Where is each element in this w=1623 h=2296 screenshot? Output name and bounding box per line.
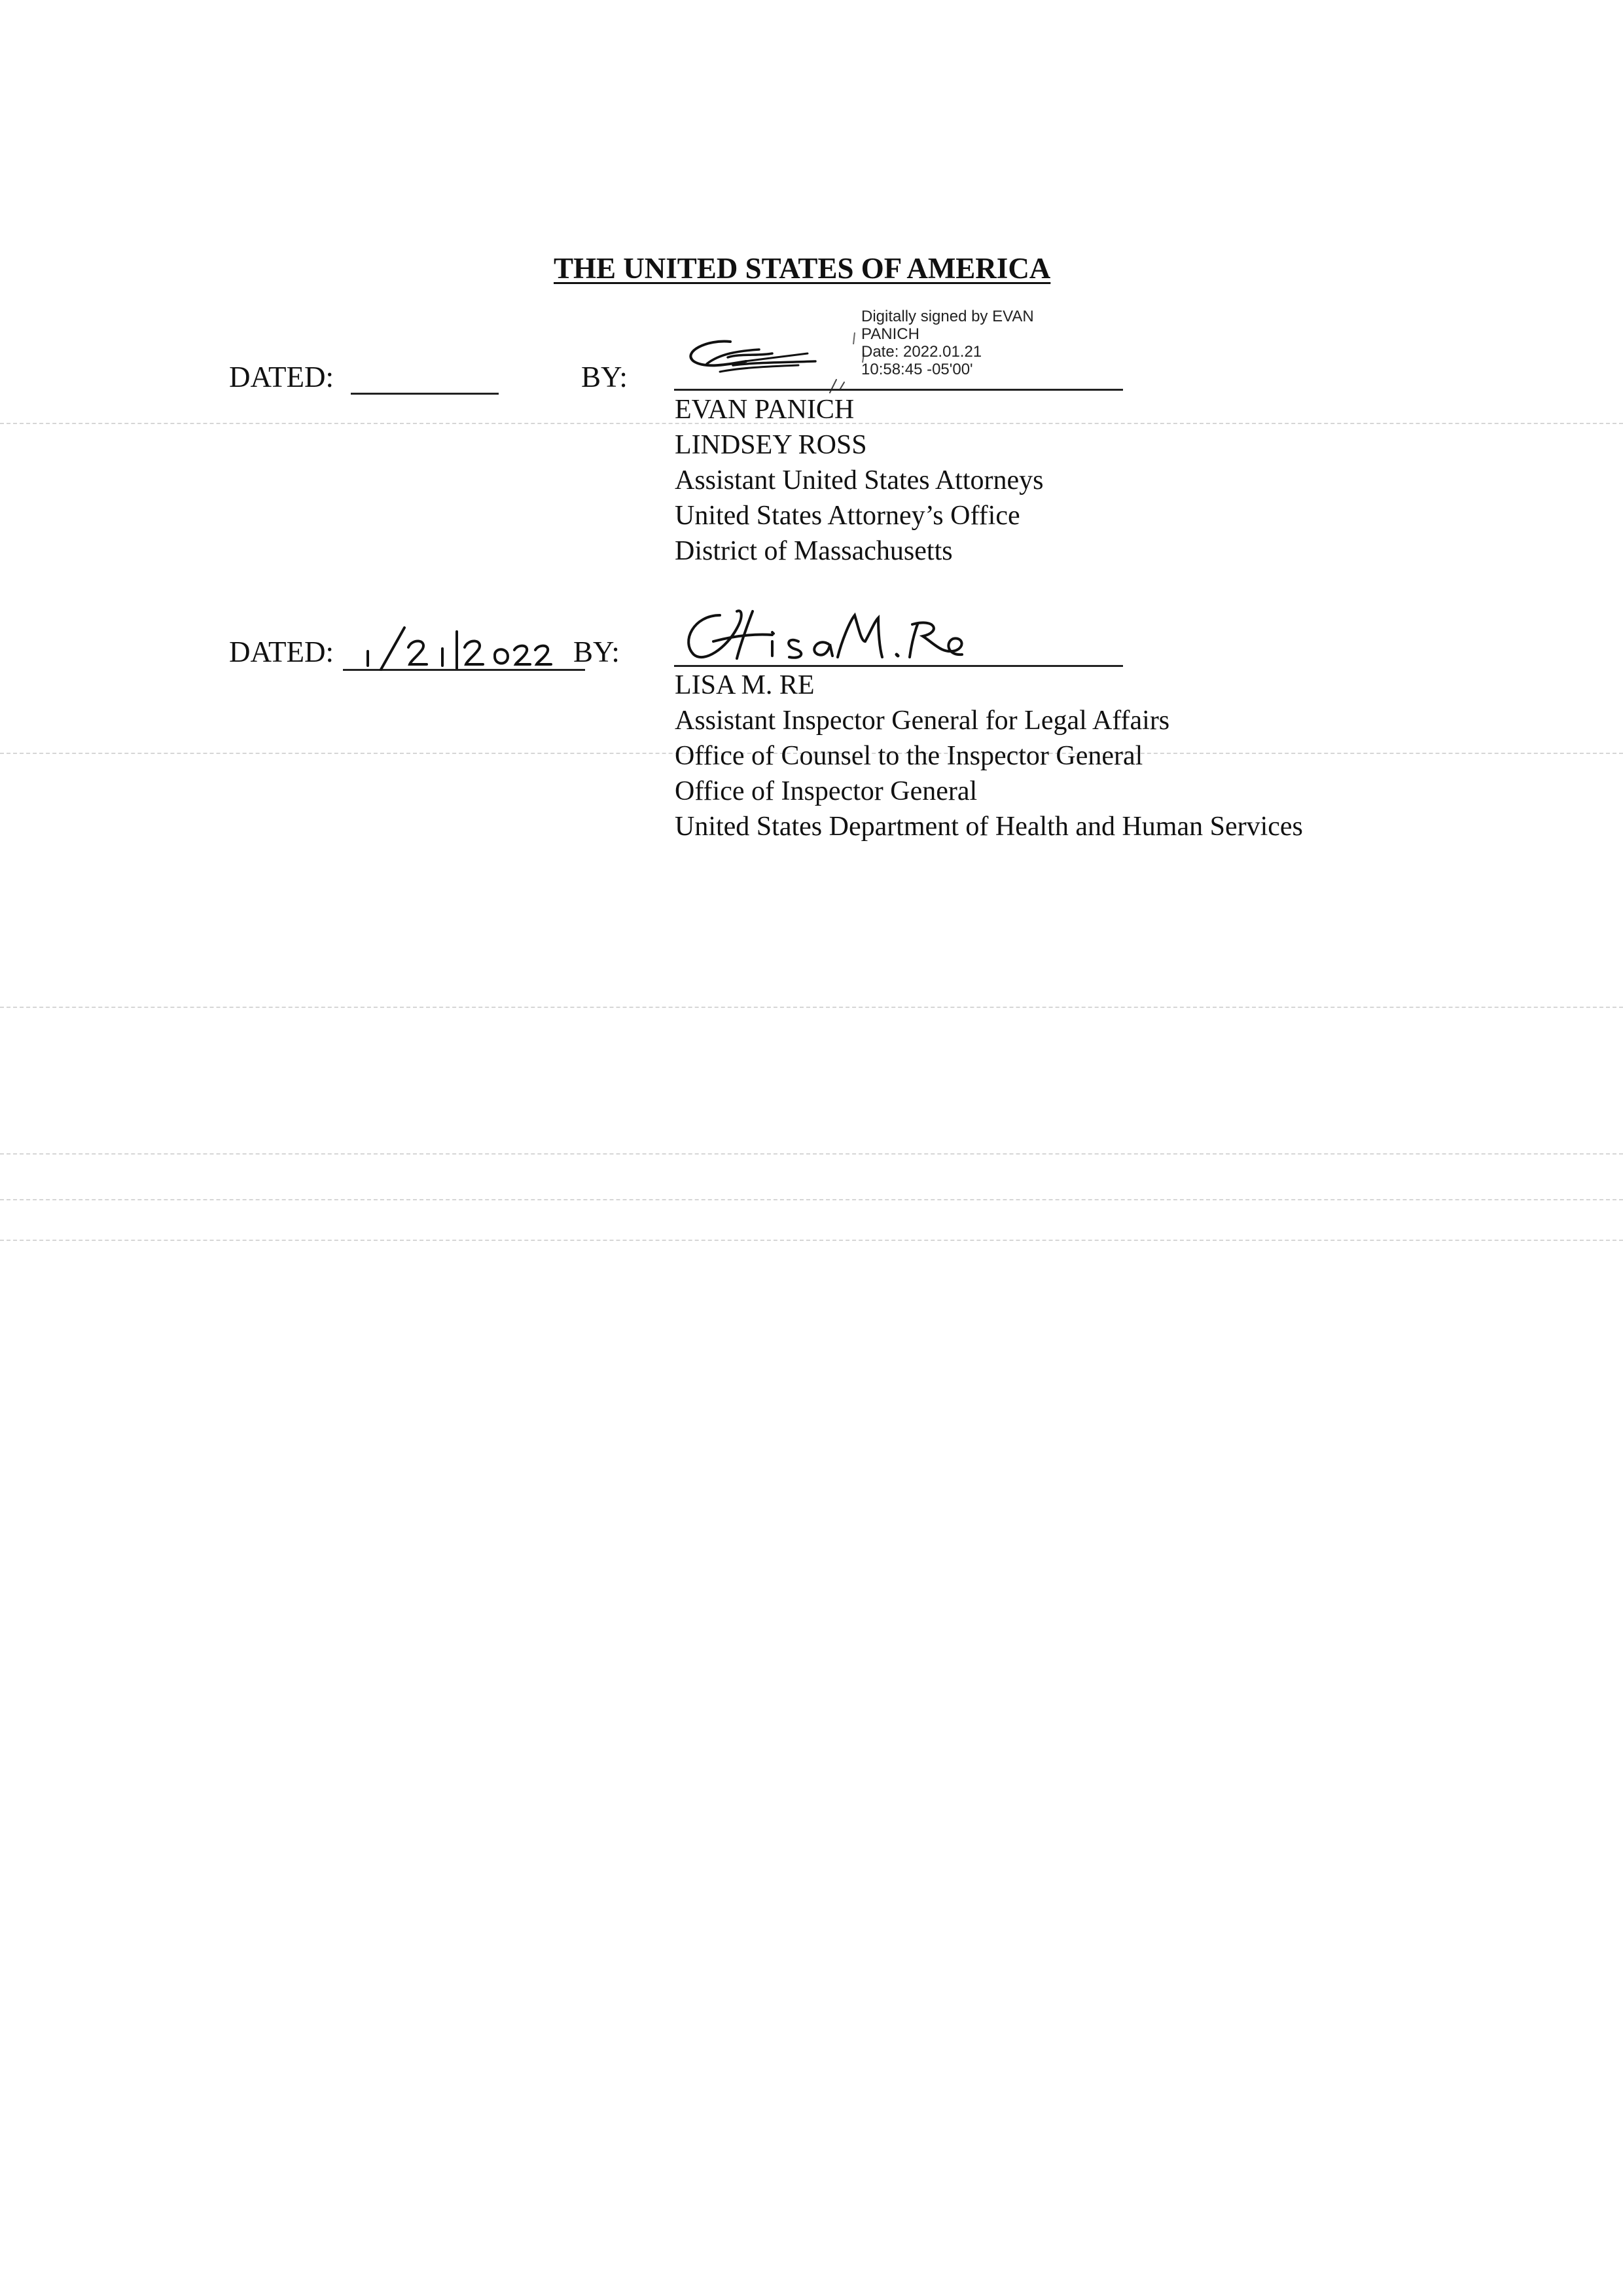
signer-title: Assistant United States Attorneys: [675, 465, 1044, 495]
signer-details: [675, 392, 1043, 569]
scan-artifact-line: [0, 1153, 1623, 1155]
scan-artifact-line: [0, 1007, 1623, 1008]
signature-line: [674, 665, 1123, 667]
handwritten-date: [340, 619, 589, 677]
signer-district: District of Massachusetts: [675, 536, 953, 566]
signature-line: [674, 389, 1123, 391]
scan-artifact-line: [0, 1199, 1623, 1200]
signer-office: Office of Inspector General: [675, 776, 978, 806]
signer-title: Assistant Inspector General for Legal Affairs: [675, 706, 1170, 736]
digital-signature-line: PANICH: [861, 325, 919, 343]
signer-department: United States Department of Health and Human Services: [675, 812, 1303, 842]
dated-label: DATED:: [229, 636, 334, 668]
signer-office: Office of Counsel to the Inspector General: [675, 741, 1143, 771]
handwritten-signature: [674, 596, 1041, 668]
dated-label: DATED:: [229, 361, 334, 393]
digital-signature-line: 10:58:45 -05'00': [861, 361, 973, 378]
signer-office: United States Attorney’s Office: [675, 501, 1020, 531]
scan-artifact-line: [0, 1240, 1623, 1241]
signer-name: LISA M. RE: [675, 670, 815, 700]
digital-signature-line: Date: 2022.01.21: [861, 343, 982, 361]
signer-name: LINDSEY ROSS: [675, 430, 867, 460]
signer-details: [675, 668, 1303, 844]
by-label: BY:: [581, 361, 628, 393]
signer-name: EVAN PANICH: [675, 395, 855, 425]
by-label: BY:: [573, 636, 620, 668]
digital-signature-line: Digitally signed by EVAN: [861, 308, 1034, 325]
page-title: THE UNITED STATES OF AMERICA: [554, 252, 1051, 285]
digital-signature-caption: [861, 308, 1034, 378]
dated-field: [351, 393, 499, 395]
